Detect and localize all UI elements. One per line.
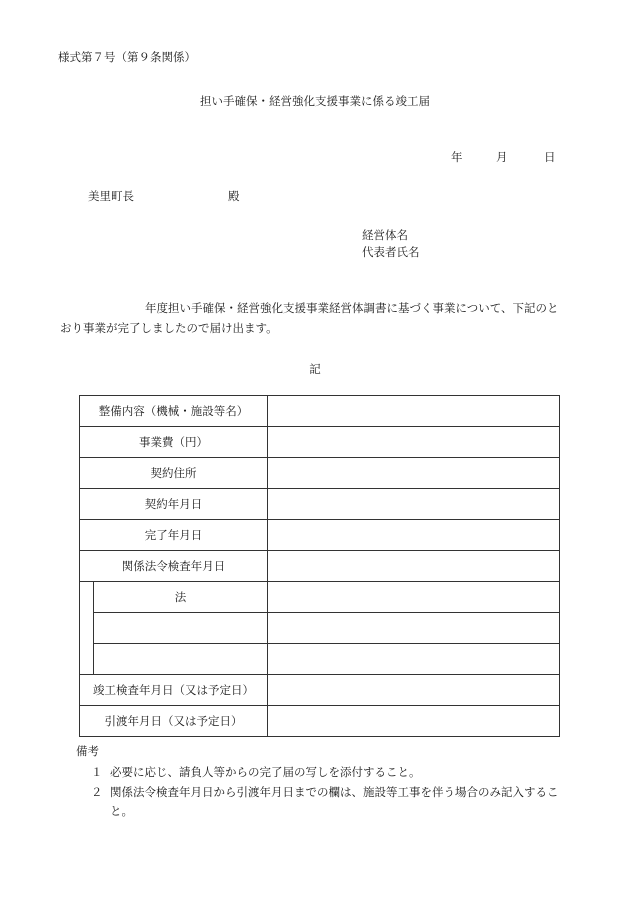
indent-cell [80, 582, 94, 613]
row-label: 引渡年月日（又は予定日） [80, 706, 268, 737]
row-label [94, 644, 268, 675]
body-text-line-2: おり事業が完了しましたので届け出ます。 [60, 321, 278, 335]
table-row [80, 427, 560, 458]
note-number: １ [91, 765, 103, 779]
completion-form-table [79, 395, 560, 737]
business-name-label: 経営体名 [362, 228, 408, 242]
row-label: 契約年月日 [80, 489, 268, 520]
table-row [80, 396, 560, 427]
addressee-name: 美里町長 [88, 189, 134, 203]
value-cell[interactable] [268, 551, 560, 582]
value-cell[interactable] [268, 582, 560, 613]
date-month-label: 月 [496, 150, 508, 164]
date-day-label: 日 [544, 150, 556, 164]
row-label: 契約住所 [80, 458, 268, 489]
document-title: 担い手確保・経営強化支援事業に係る竣工届 [200, 94, 430, 108]
table-row [80, 613, 560, 644]
table-row [80, 489, 560, 520]
table-row [80, 675, 560, 706]
note-text-continued: と。 [110, 804, 133, 818]
value-cell[interactable] [268, 644, 560, 675]
value-cell[interactable] [268, 706, 560, 737]
table-row [80, 582, 560, 613]
note-number: ２ [91, 785, 103, 799]
row-label: 竣工検査年月日（又は予定日） [80, 675, 268, 706]
row-label: 完了年月日 [80, 520, 268, 551]
indent-cell [80, 613, 94, 644]
value-cell[interactable] [268, 675, 560, 706]
remarks-title: 備考 [76, 744, 99, 758]
form-number: 様式第７号（第９条関係） [58, 50, 196, 64]
value-cell[interactable] [268, 489, 560, 520]
addressee-honorific: 殿 [228, 189, 240, 203]
row-label: 関係法令検査年月日 [80, 551, 268, 582]
ki-heading: 記 [309, 362, 321, 376]
representative-name-label: 代表者氏名 [362, 245, 420, 259]
note-text: 関係法令検査年月日から引渡年月日までの欄は、施設等工事を伴う場合のみ記入するこ [110, 785, 559, 799]
row-label: 事業費（円） [80, 427, 268, 458]
table-row [80, 520, 560, 551]
note-text: 必要に応じ、請負人等からの完了届の写しを添付すること。 [110, 765, 421, 779]
date-year-label: 年 [451, 150, 463, 164]
row-label: 法 [94, 582, 268, 613]
row-label [94, 613, 268, 644]
table-row [80, 644, 560, 675]
value-cell[interactable] [268, 427, 560, 458]
value-cell[interactable] [268, 396, 560, 427]
table-row [80, 458, 560, 489]
row-label: 整備内容（機械・施設等名） [80, 396, 268, 427]
body-text-line-1: 年度担い手確保・経営強化支援事業経営体調書に基づく事業について、下記のと [145, 301, 559, 315]
value-cell[interactable] [268, 458, 560, 489]
indent-cell [80, 644, 94, 675]
table-row [80, 706, 560, 737]
value-cell[interactable] [268, 613, 560, 644]
value-cell[interactable] [268, 520, 560, 551]
table-row [80, 551, 560, 582]
